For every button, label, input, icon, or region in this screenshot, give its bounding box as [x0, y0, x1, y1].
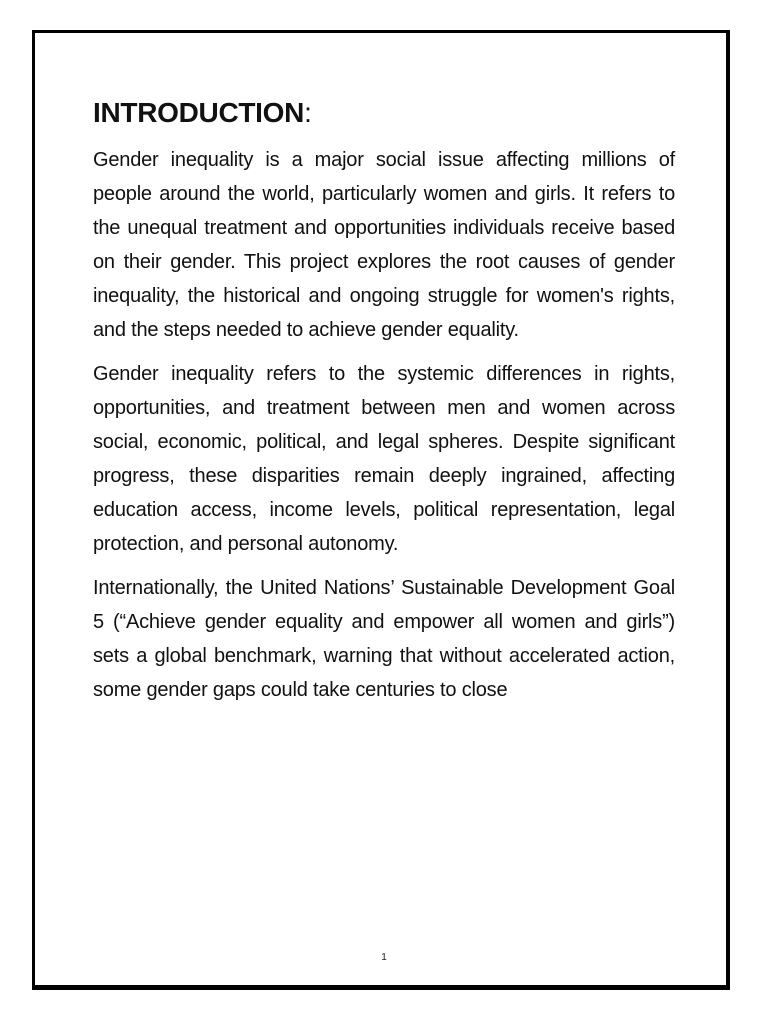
section-heading — [93, 93, 675, 133]
paragraph-1: Gender inequality is a major social issue affecting millions of people around the world, particularly women and girls. It refers to the unequal treatment and opportunities individuals receive based on their gender. This project explores the root causes of gender inequality, the historical and ongoing struggle for women's rights, and the steps needed to achieve gender equality. — [93, 149, 675, 341]
page-number: 1 — [381, 952, 387, 963]
page-content — [93, 93, 675, 717]
paragraph-2: Gender inequality refers to the systemic differences in rights, opportunities, and treatment between men and women across social, economic, political, and legal spheres. Despite significant progress, these disparities remain deeply ingrained, affecting education access, income levels, political representation, legal protection, and personal autonomy. — [93, 363, 675, 555]
heading-colon: : — [304, 97, 312, 128]
paragraph-3: Internationally, the United Nations’ Sustainable Development Goal 5 (“Achieve gender equality and empower all women and girls”) sets a global benchmark, warning that without accelerated action, some gender gaps could take centuries to close — [93, 577, 675, 701]
heading-text: INTRODUCTION — [93, 97, 305, 128]
